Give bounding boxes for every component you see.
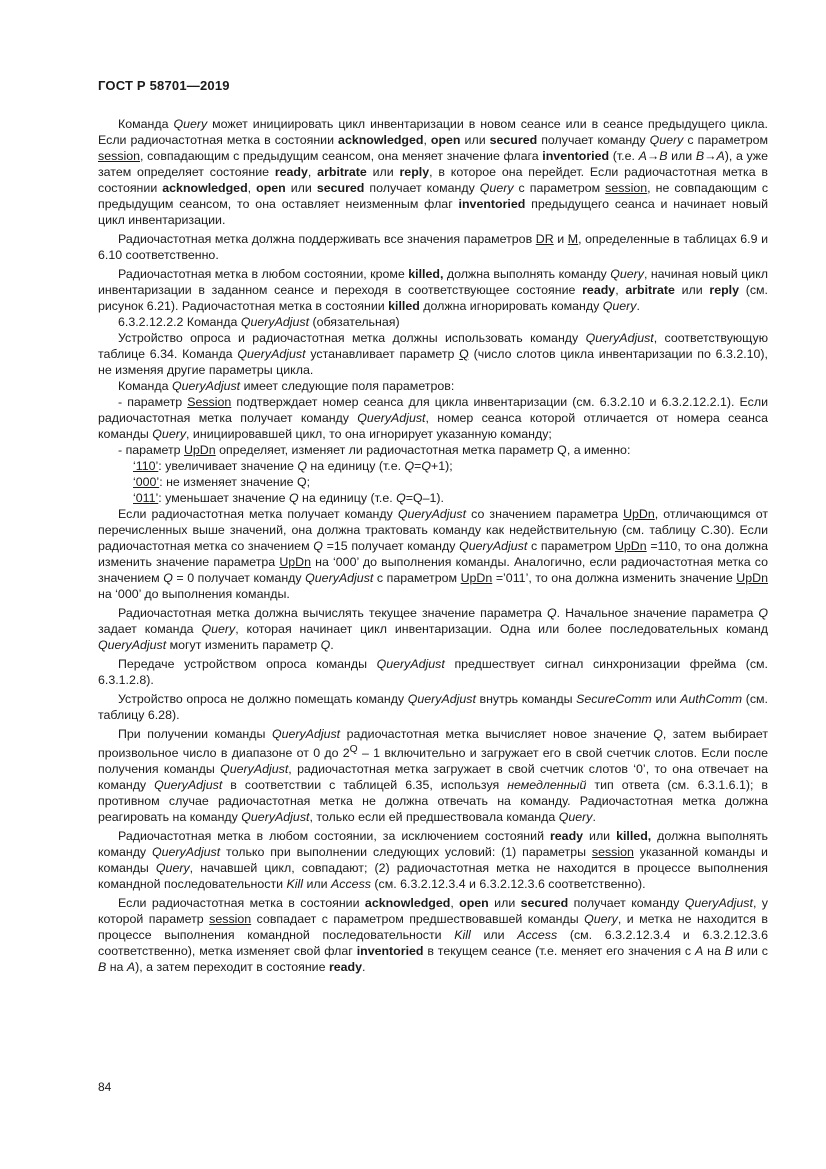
text-run: Q	[421, 459, 432, 473]
text-run: QueryAdjust	[154, 778, 223, 793]
paragraph: Радиочастотная метка должна вычислять текущее значение параметра Q. Начальное значение параметра Q задает команда Query, которая начинает цикл инвентаризации. Одна или более последовательных команд QueryAdjust могут изменить параметр Q.	[98, 606, 769, 652]
text-run: open	[256, 181, 286, 195]
paragraph: Передаче устройством опроса команды QueryAdjust предшествует сигнал синхронизации фрейма (см. 6.3.1.2.8).	[98, 657, 768, 687]
text-run: ‘110’	[133, 459, 159, 473]
text-run: reply	[399, 165, 430, 179]
text-run: A	[126, 960, 136, 975]
text-run: inventoried	[458, 197, 526, 211]
text-run: inventoried	[542, 149, 610, 163]
text-run: B→A	[695, 149, 725, 163]
standard-header: ГОСТ Р 58701—2019	[98, 78, 230, 93]
text-run: B	[724, 944, 733, 959]
text-run: QueryAdjust	[376, 657, 445, 671]
text-run: UpDn	[279, 555, 312, 569]
section-heading: 6.3.2.12.2.2 Команда QueryAdjust (обязательная)	[118, 315, 400, 329]
paragraph: При получении команды QueryAdjust радиочастотная метка вычисляет новое значение Q, затем выбирает произвольное число в диапазоне от 0 до $2^Q - 1$ включительно и загружает его в свой счетчик слотов. Если после получения команды QueryAdjust, радиочастотная метка загружает в свой счетчик слотов ‘0’, то она отвечает на команду QueryAdjust в соответствии с таблицей 6.35, используя немедленный тип ответа (см. 6.3.1.6.1); в противном случае радиочастотная метка не должна отвечать на команду. Радиочастотная метка должна реагировать на команду QueryAdjust, только если ей предшествовала команда Query.	[98, 727, 769, 825]
paragraph: Команда Query может инициировать цикл инвентаризации в новом сеансе или в сеансе предыдущего цикла. Если радиочастотная метка в состоянии acknowledged, open или secured получает команду Query с параметром session, совпадающим с предыдущим сеансом, она меняет значение флага inventoried (т.е. A→B или B→A), а уже затем определяет состояние ready, arbitrate или reply, в которое она перейдет. Если радиочастотная метка в состоянии acknowledged, open или secured получает команду Query с параметром session, не совпадающим с предыдущим сеансом, то она оставляет неизменным флаг inventoried предыдущего сеанса и начинает новый цикл инвентаризации.	[98, 117, 769, 227]
text-run: Kill	[286, 877, 304, 892]
paragraph: Радиочастотная метка в любом состоянии, за исключением состояний ready или killed, должна выполнять команду QueryAdjust только при выполнении следующих условий: (1) параметры session указанной команды и команды Query, начавшей цикл, совпадают; (2) радиочастотная метка не находится в процессе выполнения командной последовательности Kill или Access (см. 6.3.2.12.3.4 и 6.3.2.12.3.6 соответственно).	[98, 829, 768, 892]
text-run: Query	[602, 299, 637, 313]
text-run: B	[98, 960, 107, 975]
text-run: A→B	[638, 149, 668, 163]
text-run: QueryAdjust	[459, 539, 528, 553]
option-item: ‘110’: увеличивает значение Q на единицу (т.е. Q=Q+1);	[133, 459, 453, 473]
text-run: UpDn	[183, 443, 216, 457]
text-run: Query	[558, 810, 593, 825]
text-run: Q	[313, 539, 323, 553]
text-run: DR	[535, 232, 554, 246]
text-run: ‘011’	[133, 491, 159, 505]
text-run: QueryAdjust	[171, 379, 241, 393]
text-run: Query	[152, 427, 187, 441]
text-run: Q	[546, 606, 557, 620]
list-item: - параметр Session подтверждает номер сеанса для цикла инвентаризации (см. 6.3.2.10 и 6.3.2.12.2.1). Если радиочастотная метка получает команду QueryAdjust, номер сеанса которой отличается от номера сеанса команды Query, инициировавшей цикл, то она игнорирует указанную команду;	[98, 395, 768, 441]
text-run: Query	[610, 267, 644, 281]
text-run: arbitrate	[625, 283, 675, 297]
text-run: Access	[331, 877, 371, 892]
text-run: Query	[155, 861, 190, 876]
text-run: secured	[316, 181, 365, 195]
text-run: Kill	[454, 928, 471, 943]
text-run: AuthComm	[680, 692, 743, 706]
text-run: secured	[489, 133, 538, 147]
text-run: Q	[653, 727, 663, 741]
text-run: session	[209, 912, 252, 927]
text-run: ‘000’	[133, 475, 160, 489]
text-run: Q	[758, 606, 769, 620]
text-run: QueryAdjust	[271, 727, 341, 741]
text-run: Query	[584, 912, 618, 927]
text-run: session	[98, 149, 141, 163]
text-run: ready	[274, 165, 308, 179]
text-run: Query	[201, 622, 236, 636]
text-run: UpDn	[736, 571, 768, 585]
text-run: ready	[328, 960, 363, 975]
paragraph: Если радиочастотная метка в состоянии acknowledged, open или secured получает команду QueryAdjust, у которой параметр session совпадает с параметром предшествовавшей команды Query, и метка не находится в процессе выполнения командной последовательности Kill или Access (см. 6.3.2.12.3.4 и 6.3.2.12.3.6 соответственно), метка изменяет свой флаг inventoried в текущем сеансе (т.е. меняет его значения с A на B или с B на A), а затем переходит в состояние ready.	[98, 896, 768, 975]
text-run: inventoried	[356, 944, 424, 959]
text-run: QueryAdjust	[585, 331, 654, 345]
paragraph: Устройство опроса не должно помещать команду QueryAdjust внутрь команды SecureComm или AuthComm (см. таблицу 6.28).	[98, 692, 768, 722]
paragraph: Если радиочастотная метка получает команду QueryAdjust со значением параметра UpDn, отличающимся от перечисленных выше значений, она должна трактовать команду как недействительную (см. таблицу С.30). Если радиочастотная метка со значением Q =15 получает команду QueryAdjust с параметром UpDn =110, то она должна изменить значение параметра UpDn на ‘000’ до выполнения команды. Аналогично, если радиочастотная метка со значением Q = 0 получает команду QueryAdjust с параметром UpDn =’011’, то она должна изменить значение UpDn на ‘000’ до выполнения команды.	[98, 507, 768, 601]
text-run: ready	[582, 283, 616, 297]
text-run: UpDn	[614, 539, 647, 553]
text-run: QueryAdjust	[241, 810, 310, 825]
text-run: QueryAdjust	[684, 896, 753, 911]
text-run: secured	[520, 896, 569, 911]
option-item: ‘000’: не изменяет значение Q;	[133, 475, 311, 489]
text-run: Q	[396, 491, 406, 505]
text-run: немедленный	[507, 778, 587, 793]
text-run: UpDn	[623, 507, 655, 521]
text-run: acknowledged	[364, 896, 451, 911]
text-run: open	[430, 133, 461, 147]
text-run: Q	[163, 571, 173, 585]
text-run: M	[567, 232, 579, 246]
text-run: acknowledged	[338, 133, 424, 147]
list-item: - параметр UpDn определяет, изменяет ли радиочастотная метка параметр Q, а именно:	[118, 443, 631, 457]
text-run: Q	[349, 744, 358, 755]
text-run: session	[591, 845, 634, 860]
text-run: session	[605, 181, 648, 195]
text-run: Q	[288, 491, 299, 505]
text-run: reply	[709, 283, 739, 297]
text-run: Q	[459, 347, 469, 361]
paragraph: Радиочастотная метка в любом состоянии, кроме killed, должна выполнять команду Query, начиная новый цикл инвентаризации в заданном сеансе и переходя в соответствующее состояние ready, arbitrate или reply (см. рисунок 6.21). Радиочастотная метка в состоянии killed должна игнорировать команду Query.	[98, 267, 768, 313]
text-run: QueryAdjust	[397, 507, 467, 521]
text-run: QueryAdjust	[357, 411, 426, 425]
text-run: QueryAdjust	[407, 692, 476, 706]
body-text	[98, 116, 768, 975]
text-run: QueryAdjust	[220, 762, 289, 777]
text-run: QueryAdjust	[152, 845, 221, 860]
text-run: Q	[320, 638, 331, 652]
text-run: open	[459, 896, 489, 911]
page-number: 84	[98, 1080, 112, 1094]
text-run: SecureComm	[576, 692, 652, 706]
text-run: QueryAdjust	[237, 347, 306, 361]
text-run: Query	[173, 117, 208, 131]
paragraph: Устройство опроса и радиочастотная метка должны использовать команду QueryAdjust, соответствующую таблице 6.34. Команда QueryAdjust устанавливает параметр Q (число слотов цикла инвентаризации по 6.3.2.10), не изменяя другие параметры цикла.	[98, 331, 769, 377]
text-run: QueryAdjust	[240, 315, 310, 329]
text-run: Q	[404, 459, 415, 473]
text-run: killed,	[616, 829, 652, 844]
text-run: Query	[649, 133, 684, 147]
text-run: killed,	[408, 267, 444, 281]
text-run: killed	[388, 299, 420, 313]
text-run: A	[694, 944, 704, 959]
text-run: acknowledged	[162, 181, 248, 195]
text-run: UpDn	[460, 571, 493, 585]
paragraph: Радиочастотная метка должна поддерживать все значения параметров DR и M, определенные в таблицах 6.9 и 6.10 соответственно.	[98, 232, 769, 262]
option-item: ‘011’: уменьшает значение Q на единицу (т.е. Q=Q–1).	[133, 491, 444, 505]
text-run: Access	[517, 928, 558, 943]
text-run: ready	[549, 829, 584, 844]
text-run: Query	[479, 181, 514, 195]
text-run: arbitrate	[317, 165, 367, 179]
text-run: Session	[187, 395, 232, 409]
text-run: Q	[297, 459, 307, 473]
text-run: QueryAdjust	[98, 638, 167, 652]
paragraph: Команда QueryAdjust имеет следующие поля параметров:	[118, 379, 455, 393]
text-run: QueryAdjust	[305, 571, 374, 585]
